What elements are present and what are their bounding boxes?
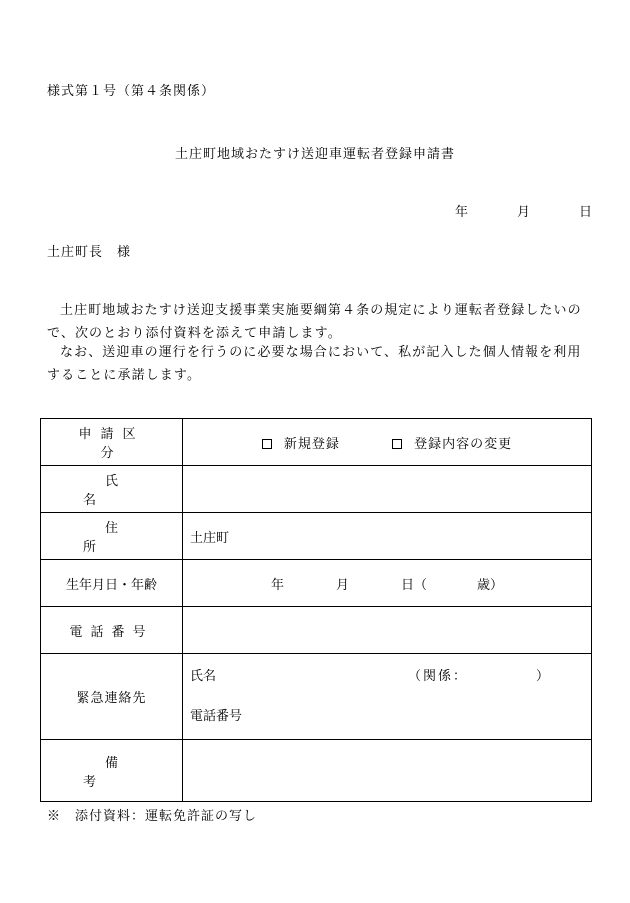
application-form-table [40,418,592,802]
date-day: 日 [579,205,593,220]
emergency-name-label: 氏名 [190,668,217,684]
date-line [455,201,592,220]
name-label: 氏名 [82,474,162,508]
row-emergency-contact [41,654,592,740]
remarks-field[interactable] [183,740,592,802]
birth-year: 年 [270,577,284,593]
name-field[interactable] [183,466,592,513]
row-phone [41,607,592,654]
birthdate-field[interactable] [183,560,592,607]
application-type-label: 申請区分 [78,427,145,461]
address-value: 土庄町 [190,530,230,546]
date-year: 年 [455,205,469,220]
emergency-phone-label: 電話番号 [190,708,243,724]
consent-statement: なお、送迎車の運行を行うのに必要な場合において、私が記入した個人情報を利用することに承諾します。 [47,345,582,383]
change-registration-label: 登録内容の変更 [414,436,513,452]
change-registration-checkbox[interactable] [392,439,402,449]
application-statement: 土庄町地域おたすけ送迎支援事業実施要綱第４条の規定により運転者登録したいので、次のとおり添付資料を添えて申請します。 [47,303,582,341]
row-name [41,466,592,513]
phone-field[interactable] [183,607,592,654]
emergency-relation-open: （関係： [408,668,469,684]
emergency-contact-label: 緊急連絡先 [76,691,147,706]
birthdate-label: 生年月日・年齢 [65,577,157,593]
new-registration-label: 新規登録 [283,436,340,452]
addressee: 土庄町長 様 [47,245,132,260]
attachment-note: ※ 添付資料：運転免許証の写し [47,809,258,824]
birth-month: 月 [335,577,349,593]
row-application-type [41,419,592,466]
emergency-relation-close: ） [536,668,550,684]
remarks-label: 備考 [82,755,162,790]
row-birthdate [41,560,592,607]
form-number: 様式第１号（第４条関係） [47,84,216,99]
date-month: 月 [517,205,531,220]
document-title: 土庄町地域おたすけ送迎車運転者登録申請書 [174,147,455,162]
address-label: 住所 [82,521,162,555]
phone-label: 電話番号 [69,624,154,640]
address-field[interactable] [183,513,592,560]
emergency-contact-field[interactable] [183,654,592,740]
birth-day: 日（ [401,577,428,593]
application-type-options [183,419,592,466]
row-remarks [41,740,592,802]
birth-age: 歳） [477,577,504,593]
new-registration-checkbox[interactable] [262,439,272,449]
row-address [41,513,592,560]
